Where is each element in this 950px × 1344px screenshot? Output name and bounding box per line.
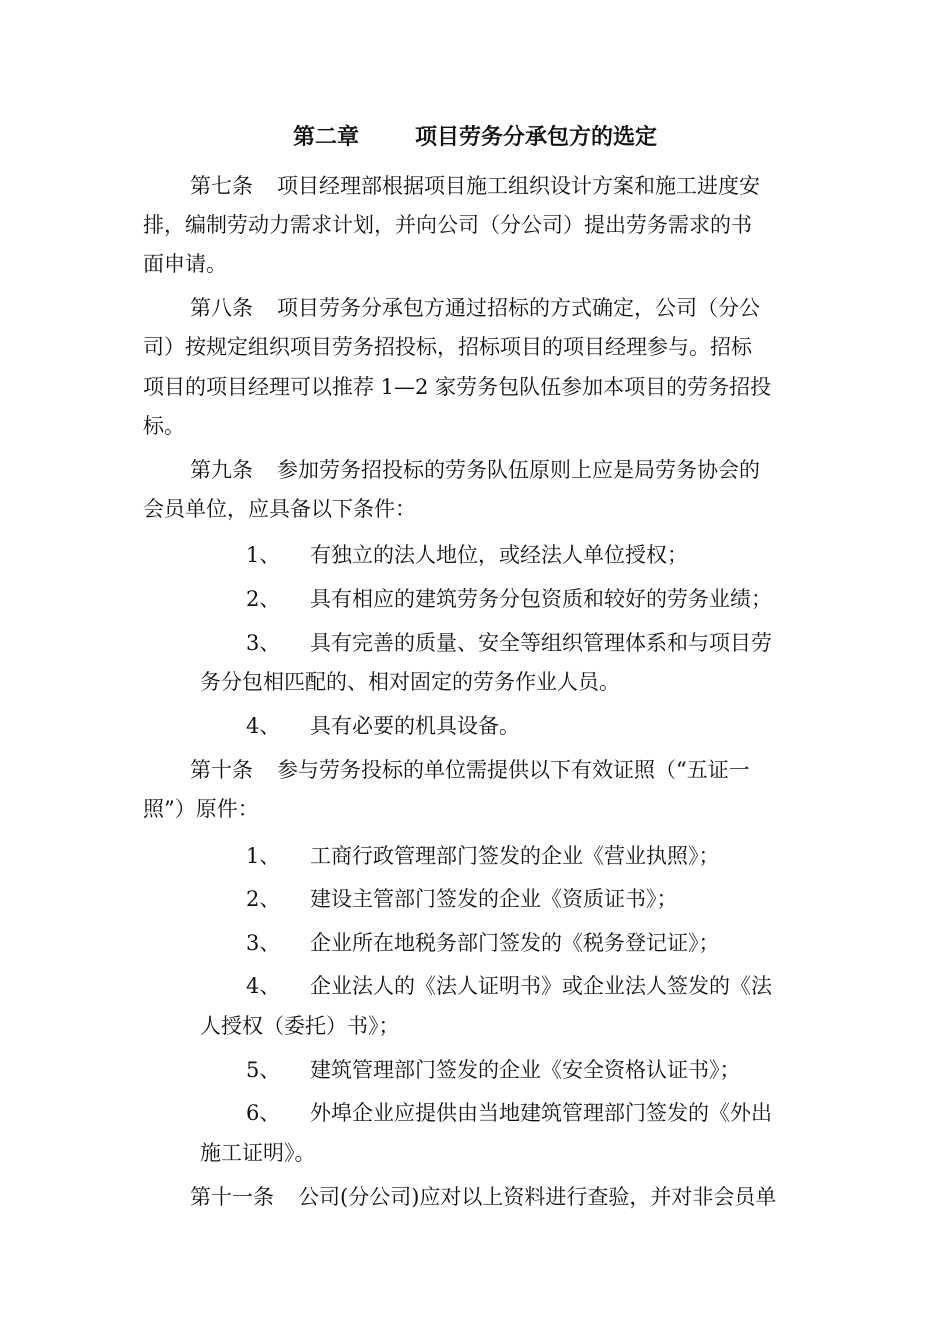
item-text: 有独立的法人地位，或经法人单位授权；: [310, 543, 688, 567]
list-item: [246, 1098, 772, 1128]
item-number: 6、: [246, 1101, 281, 1125]
item-number: 3、: [246, 631, 281, 655]
article-11-number: 第十一条: [190, 1185, 274, 1209]
item-text: 具有完善的质量、安全等组织管理体系和与项目劳: [310, 631, 772, 655]
item-text: 建设主管部门签发的企业《资质证书》；: [310, 887, 678, 911]
list-item: [246, 928, 720, 958]
item-text: 具有相应的建筑劳务分包资质和较好的劳务业绩；: [310, 587, 772, 611]
article-9-text-1: 参加劳务招投标的劳务队伍原则上应是局劳务协会的: [277, 458, 760, 482]
article-10-number: 第十条: [190, 758, 253, 782]
item-number: 5、: [246, 1058, 281, 1082]
list-item: [246, 884, 678, 914]
article-7-text-3: 面申请。: [143, 252, 227, 276]
article-7-text-2: 排，编制劳动力需求计划，并向公司（分公司）提出劳务需求的书: [143, 213, 752, 237]
article-7-first-line: [190, 171, 760, 201]
item-number: 1、: [246, 844, 281, 868]
article-8-first-line: [190, 293, 760, 323]
article-9-text-2: 会员单位，应具备以下条件：: [143, 497, 416, 521]
item-number: 4、: [246, 974, 281, 998]
list-item: [246, 540, 688, 570]
chapter-number: 第二章: [292, 125, 359, 150]
article-10-text-1: 参与劳务投标的单位需提供以下有效证照（“五证一: [277, 758, 750, 782]
item-number: 2、: [246, 587, 281, 611]
article-11-first-line: [190, 1182, 776, 1212]
item-number: 1、: [246, 543, 281, 567]
list-item: [246, 971, 772, 1001]
item-text: 企业法人的《法人证明书》或企业法人签发的《法: [310, 974, 772, 998]
item-text-continued: 施工证明》。: [200, 1141, 316, 1165]
article-10-text-2: 照”）原件：: [143, 797, 259, 821]
article-8-text-3: 项目的项目经理可以推荐 1—2 家劳务包队伍参加本项目的劳务招投: [143, 375, 772, 399]
item-text: 外埠企业应提供由当地建筑管理部门签发的《外出: [310, 1101, 772, 1125]
article-8-text-4: 标。: [143, 414, 185, 438]
item-text-continued: 人授权（委托）书》；: [200, 1014, 400, 1038]
article-8-text-2: 司）按规定组织项目劳务招投标，招标项目的项目经理参与。招标: [143, 335, 752, 359]
item-text-continued: 务分包相匹配的、相对固定的劳务作业人员。: [200, 670, 620, 694]
article-11-text-1: 公司(分公司)应对以上资料进行查验，并对非会员单: [298, 1185, 777, 1209]
article-8-number: 第八条: [190, 296, 253, 320]
article-9-number: 第九条: [190, 458, 253, 482]
item-text: 工商行政管理部门签发的企业《营业执照》；: [310, 844, 720, 868]
item-number: 2、: [246, 887, 281, 911]
list-item: [246, 628, 772, 658]
article-8-text-1: 项目劳务分承包方通过招标的方式确定，公司（分公: [277, 296, 760, 320]
article-7-text-1: 项目经理部根据项目施工组织设计方案和施工进度安: [277, 174, 760, 198]
list-item: [246, 1055, 741, 1085]
article-9-first-line: [190, 455, 760, 485]
item-text: 具有必要的机具设备。: [310, 714, 520, 738]
article-7-number: 第七条: [190, 174, 253, 198]
item-text: 企业所在地税务部门签发的《税务登记证》；: [310, 931, 720, 955]
list-item: [246, 584, 772, 614]
item-number: 4、: [246, 714, 281, 738]
article-10-first-line: [190, 755, 750, 785]
chapter-heading: 项目劳务分承包方的选定: [415, 125, 658, 150]
list-item: [246, 841, 720, 871]
list-item: [246, 711, 520, 741]
item-number: 3、: [246, 931, 281, 955]
chapter-title: [0, 122, 950, 154]
item-text: 建筑管理部门签发的企业《安全资格认证书》；: [310, 1058, 741, 1082]
